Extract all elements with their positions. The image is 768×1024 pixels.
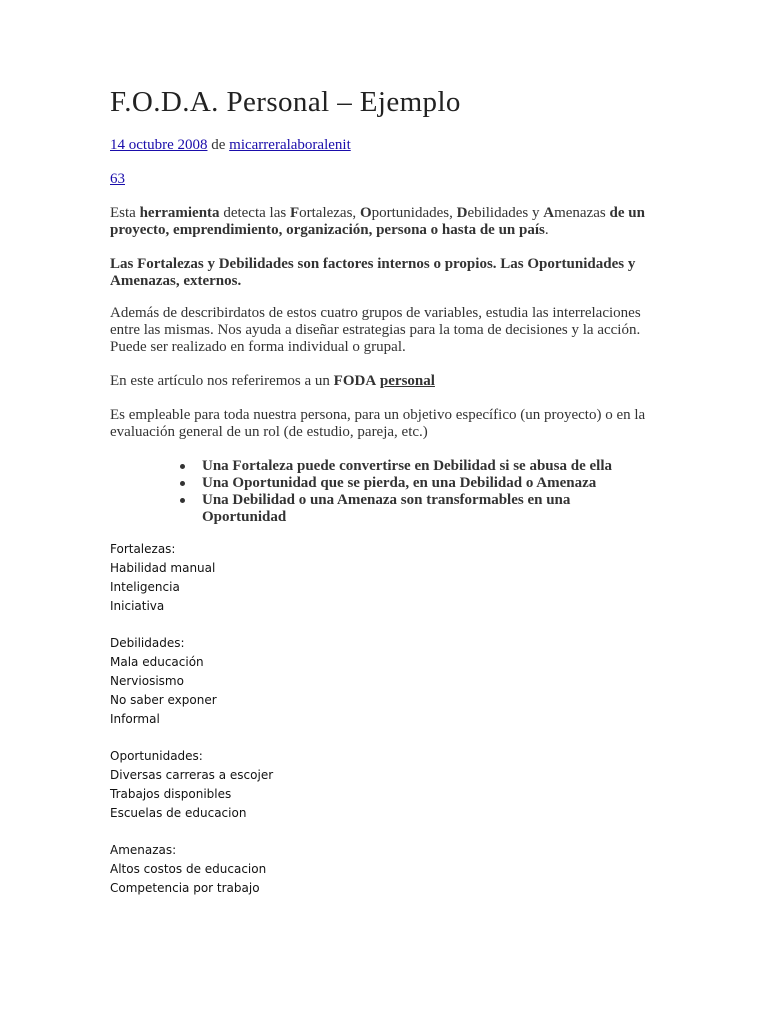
p1-text-a: Esta: [110, 205, 140, 221]
p1-text-c: detecta las: [219, 205, 290, 221]
p1-dot: .: [544, 222, 549, 238]
p1-letter-f: F: [289, 205, 300, 221]
list-item: Iniciativa: [110, 599, 165, 613]
usage-paragraph: Es empleable para toda nuestra persona, para un objetivo específico (un proyecto) o en la evaluación general de un rol (de estudio, pareja, etc.): [110, 407, 646, 440]
list-item: No saber exponer: [110, 693, 217, 707]
bullet-text: Una Debilidad o una Amenaza son transformables en una Oportunidad: [202, 492, 571, 525]
p1-text-o2: portunidades,: [371, 205, 457, 221]
bullet-text: Una Fortaleza puede convertirse en Debilidad si se abusa de ella: [202, 458, 612, 474]
list-item: [180, 475, 620, 492]
foda-lists: [110, 540, 273, 916]
p4-text-a: En este artículo nos referiremos a un: [110, 373, 334, 389]
bullet-icon: [180, 481, 185, 486]
list-item: Inteligencia: [110, 580, 180, 594]
list-item: Habilidad manual: [110, 561, 216, 575]
group-heading: Oportunidades:: [110, 749, 203, 763]
intro-paragraph: [110, 205, 670, 239]
p1-letter-d: D: [456, 205, 468, 221]
list-item: [180, 458, 620, 475]
comments-count-link[interactable]: [110, 171, 125, 188]
post-date-link[interactable]: 14 octubre 2008: [110, 137, 208, 153]
list-item: Altos costos de educacion: [110, 862, 267, 876]
author-link[interactable]: micarreralaboralenit: [229, 137, 351, 153]
p1-letter-a: A: [543, 205, 555, 221]
debilidades-group: [110, 634, 273, 729]
list-item: Competencia por trabajo: [110, 881, 260, 895]
list-item: Informal: [110, 712, 160, 726]
fortalezas-group: [110, 540, 273, 616]
internal-external-paragraph: Las Fortalezas y Debilidades son factores internos o propios. Las Oportunidades y Amenazas, externos.: [110, 256, 636, 289]
p1-text-a2: menazas: [554, 205, 610, 221]
list-item: Trabajos disponibles: [110, 787, 232, 801]
oportunidades-group: [110, 747, 273, 823]
p1-text-f2: ortalezas,: [299, 205, 360, 221]
p1-letter-o: O: [359, 205, 372, 221]
list-item: Nerviosismo: [110, 674, 184, 688]
post-meta: [110, 137, 351, 154]
list-item: Diversas carreras a escojer: [110, 768, 274, 782]
group-heading: Debilidades:: [110, 636, 185, 650]
meta-by: de: [211, 137, 226, 153]
foda-personal-paragraph: [110, 373, 670, 390]
bullet-list: [180, 458, 620, 526]
bullet-text: Una Oportunidad que se pierda, en una Debilidad o Amenaza: [202, 475, 597, 491]
group-heading: Amenazas:: [110, 843, 177, 857]
bullet-icon: [180, 464, 185, 469]
p1-bold-herramienta: herramienta: [139, 205, 220, 221]
list-item: [180, 492, 620, 526]
description-paragraph: Además de describirdatos de estos cuatro grupos de variables, estudia las interrelaciones entre las mismas. Nos ayuda a diseñar estrategias para la toma de decisiones y la acción. Puede ser realizado en forma individual o grupal.: [110, 305, 641, 355]
p4-bold-foda: FODA: [333, 373, 377, 389]
list-item: Escuelas de educacion: [110, 806, 247, 820]
list-item: Mala educación: [110, 655, 204, 669]
personal-link[interactable]: personal: [379, 373, 435, 389]
amenazas-group: [110, 841, 273, 898]
bullet-icon: [180, 498, 185, 503]
p1-text-d2: ebilidades y: [467, 205, 544, 221]
comments-count[interactable]: 63: [110, 171, 125, 187]
page-title: F.O.D.A. Personal – Ejemplo: [110, 86, 461, 118]
p1-bold-end: de un proyecto, emprendimiento, organización, persona o hasta de un país: [110, 205, 645, 238]
group-heading: Fortalezas:: [110, 542, 176, 556]
